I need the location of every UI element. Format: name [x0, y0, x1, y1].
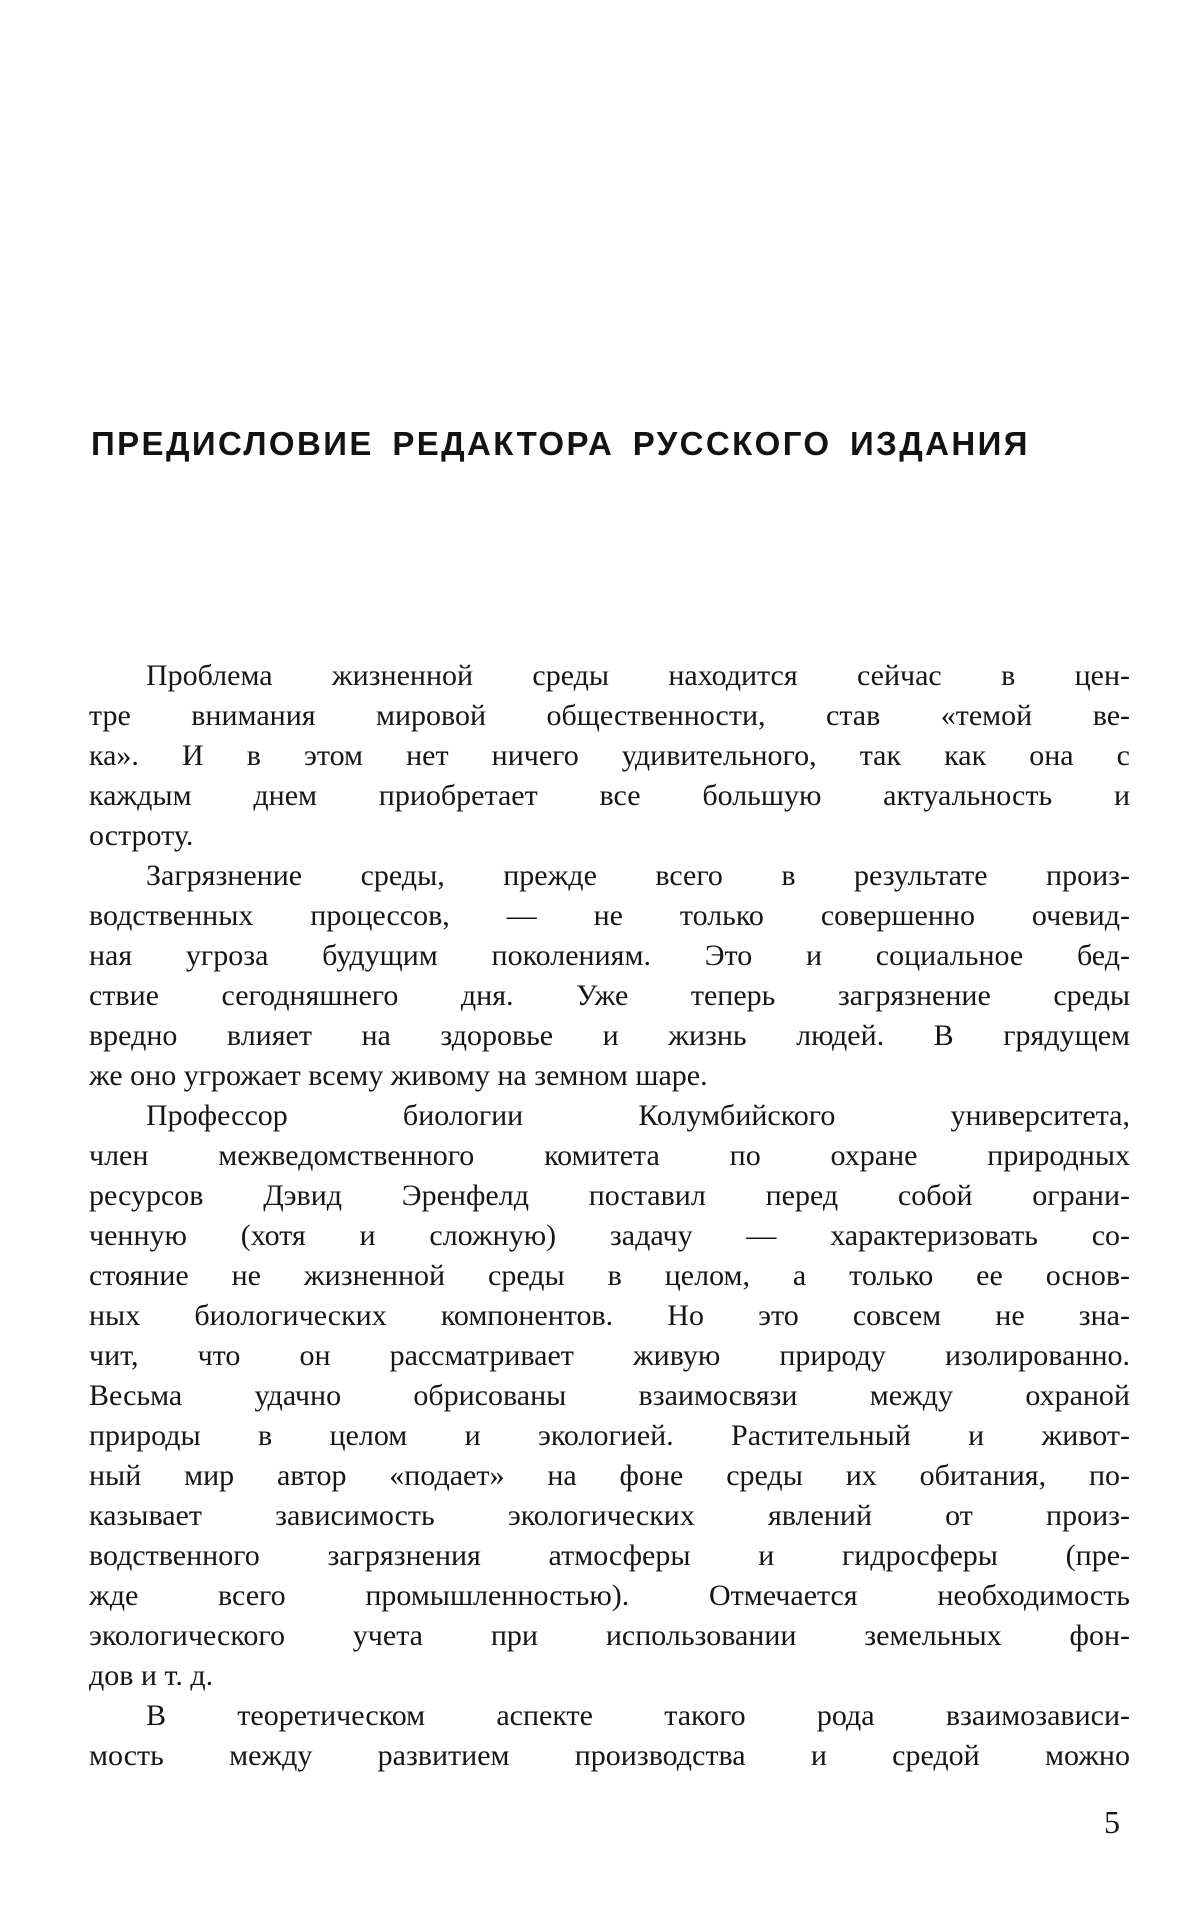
text-line: водственных процессов, — не только совершенно очевид- — [89, 899, 1130, 932]
text-line: же оно угрожает всему живому на земном шаре. — [89, 1059, 708, 1092]
text-line: мость между развитием производства и средой можно — [89, 1739, 1130, 1772]
text-line: ресурсов Дэвид Эренфелд поставил перед собой ограни- — [89, 1179, 1130, 1212]
text-line: ченную (хотя и сложную) задачу — характеризовать со- — [89, 1219, 1130, 1252]
text-line: ных биологических компонентов. Но это совсем не зна- — [89, 1299, 1130, 1332]
text-line: природы в целом и экологией. Растительный и живот- — [89, 1419, 1130, 1452]
text-line: Проблема жизненной среды находится сейчас в цен- — [146, 659, 1130, 692]
text-line: Загрязнение среды, прежде всего в результате произ- — [146, 859, 1130, 892]
paragraph — [89, 656, 1130, 856]
text-line: Профессор биологии Колумбийского университета, — [146, 1099, 1130, 1132]
text-line: ный мир автор «подает» на фоне среды их обитания, по- — [89, 1459, 1130, 1492]
paragraph — [89, 1096, 1130, 1696]
text-line: водственного загрязнения атмосферы и гидросферы (пре- — [89, 1539, 1130, 1572]
text-line: В теоретическом аспекте такого рода взаимозависи- — [146, 1699, 1130, 1732]
text-line: экологического учета при использовании земельных фон- — [89, 1619, 1130, 1652]
text-line: чит, что он рассматривает живую природу изолированно. — [89, 1339, 1130, 1372]
text-line: Весьма удачно обрисованы взаимосвязи между охраной — [89, 1379, 1130, 1412]
text-line: член межведомственного комитета по охране природных — [89, 1139, 1130, 1172]
chapter-title: ПРЕДИСЛОВИЕ РЕДАКТОРА РУССКОГО ИЗДАНИЯ — [91, 425, 1030, 462]
text-line: остроту. — [89, 819, 194, 852]
text-line: стояние не жизненной среды в целом, а только ее основ- — [89, 1259, 1130, 1292]
page-number: 5 — [1104, 1804, 1120, 1840]
text-line: ная угроза будущим поколениям. Это и социальное бед- — [89, 939, 1130, 972]
text-line: ствие сегодняшнего дня. Уже теперь загрязнение среды — [89, 979, 1130, 1012]
body-text — [89, 656, 1130, 1776]
text-line: дов и т. д. — [89, 1659, 214, 1692]
text-line: ка». И в этом нет ничего удивительного, так как она с — [89, 739, 1130, 772]
text-line: вредно влияет на здоровье и жизнь людей. В грядущем — [89, 1019, 1130, 1052]
paragraph — [89, 856, 1130, 1096]
text-line: каждым днем приобретает все большую актуальность и — [89, 779, 1130, 812]
text-line: тре внимания мировой общественности, став «темой ве- — [89, 699, 1130, 732]
text-line: жде всего промышленностью). Отмечается необходимость — [89, 1579, 1130, 1612]
text-line: казывает зависимость экологических явлений от произ- — [89, 1499, 1130, 1532]
paragraph — [89, 1696, 1130, 1776]
